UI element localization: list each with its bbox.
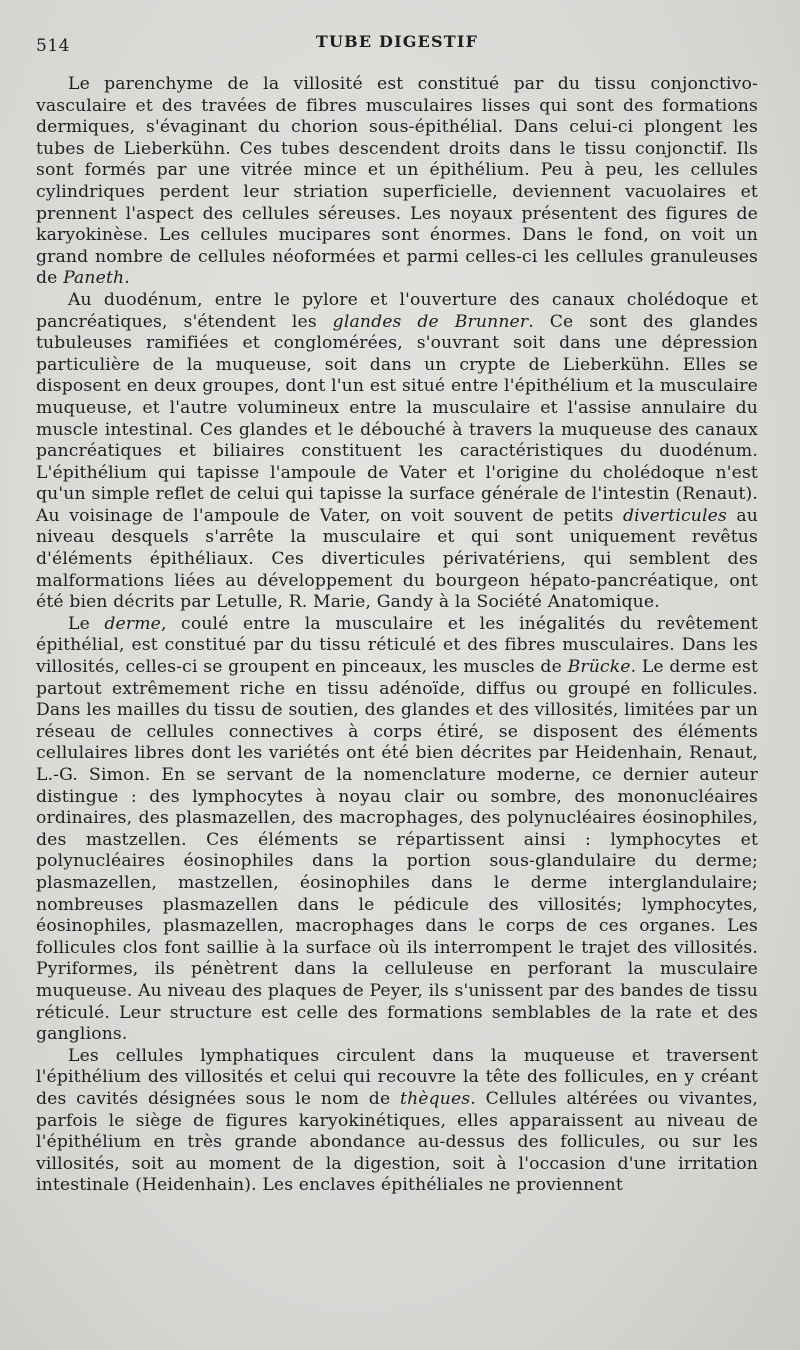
emphasis-brucke: Brücke (567, 657, 631, 678)
emphasis-derme: derme (104, 613, 161, 634)
emphasis-diverticules: diverticules (622, 505, 727, 526)
page-header (36, 30, 758, 60)
paragraph-lymphatic-cells: Les cellules lymphatiques circulent dans la muqueuse et traversent l'épithélium des villosités et celui qui recouvre la tête des follicules, en y créant des cavités désignées sous le nom de thèques. Cellules altérées ou vivantes, parfois le siège de figures karyokinétiques, elles apparaissent au niveau de l'épithélium en très grande abondance au-dessus des follicules, ou sur les villosités, soit au moment de la digestion, soit à l'occasion d'une irritation intestinale (Heidenhain). Les enclaves épithéliales ne proviennent (36, 1045, 758, 1196)
paragraph-derme: Le derme, coulé entre la musculaire et les inégalités du revêtement épithélial, est constitué par du tissu réticulé et des fibres musculaires. Dans les villosités, celles-ci se groupent en pinceaux, les muscles de Brücke. Le derme est partout extrêmement riche en tissu adénoïde, diffus ou groupé en follicules. Dans les mailles du tissu de soutien, des glandes et des villosités, limitées par un réseau de cellules connectives à corps étiré, se disposent des éléments cellulaires libres dont les variétés ont été bien décrites par Heidenhain, Renaut, L.-G. Simon. En se servant de la nomenclature moderne, ce dernier auteur distingue : des lymphocytes à noyau clair ou sombre, des mononucléaires ordinaires, des plasmazellen, des macrophages, des polynucléaires éosinophiles, des mastzellen. Ces éléments se répartissent ainsi : lymphocytes et polynucléaires éosinophiles dans la portion sous-glandulaire du derme; plasmazellen, mastzellen, éosinophiles dans le derme interglandulaire; nombreuses plasmazellen dans le pédicule des villosités; lymphocytes, éosinophiles, plasmazellen, macrophages dans le corps de ces organes. Les follicules clos font saillie à la surface où ils interrompent le trajet des villosités. Pyriformes, ils pénètrent dans la celluleuse en perforant la musculaire muqueuse. Au niveau des plaques de Peyer, ils s'unissent par des bandes de tissu réticulé. Leur structure est celle des formations semblables de la rate et des ganglions. (36, 613, 758, 1045)
page-number: 514 (36, 36, 70, 56)
paragraph-duodenum: Au duodénum, entre le pylore et l'ouverture des canaux cholédoque et pancréatiques, s'étendent les glandes de Brunner. Ce sont des glandes tubuleuses ramifiées et conglomérées, s'ouvrant soit dans une dépression particulière de la muqueuse, soit dans un crypte de Lieberkühn. Elles se disposent en deux groupes, dont l'un est situé entre l'épithélium et la musculaire muqueuse, et l'autre volumineux entre la musculaire et l'assise annulaire du muscle intestinal. Ces glandes et le débouché à travers la muqueuse des canaux pancréatiques et biliaires constituent les caractéristiques du duodénum. L'épithélium qui tapisse l'ampoule de Vater et l'origine du cholédoque n'est qu'un simple reflet de celui qui tapisse la surface générale de l'intestin (Renaut). Au voisinage de l'ampoule de Vater, on voit souvent de petits diverticules au niveau desquels s'arrête la musculaire et qui sont uniquement revêtus d'éléments épithéliaux. Ces diverticules périvatériens, qui semblent des malformations liées au développement du bourgeon hépato-pancréatique, ont été bien décrits par Letulle, R. Marie, Gandy à la Société Anatomique. (36, 289, 758, 613)
paragraph-villosity-parenchyma: Le parenchyme de la villosité est constitué par du tissu conjonctivo-vasculaire et des travées de fibres musculaires lisses qui sont des formations dermiques, s'évaginant du chorion sous-épithélial. Dans celui-ci plongent les tubes de Lieberkühn. Ces tubes descendent droits dans le tissu conjonctif. Ils sont formés par une vitrée mince et un épithélium. Peu à peu, les cellules cylindriques perdent leur striation superficielle, deviennent vacuolaires et prennent l'aspect des cellules séreuses. Les noyaux présentent des figures de karyokinèse. Les cellules mucipares sont énormes. Dans le fond, on voit un grand nombre de cellules néoformées et parmi celles-ci les cellules granuleuses de Paneth. (36, 74, 758, 289)
emphasis-brunner-glands: glandes de Brunner (332, 311, 529, 332)
emphasis-paneth: Paneth (63, 268, 125, 289)
body-text (36, 74, 758, 1197)
emphasis-theques: thèques (400, 1088, 471, 1109)
running-title: TUBE DIGESTIF (315, 32, 479, 51)
